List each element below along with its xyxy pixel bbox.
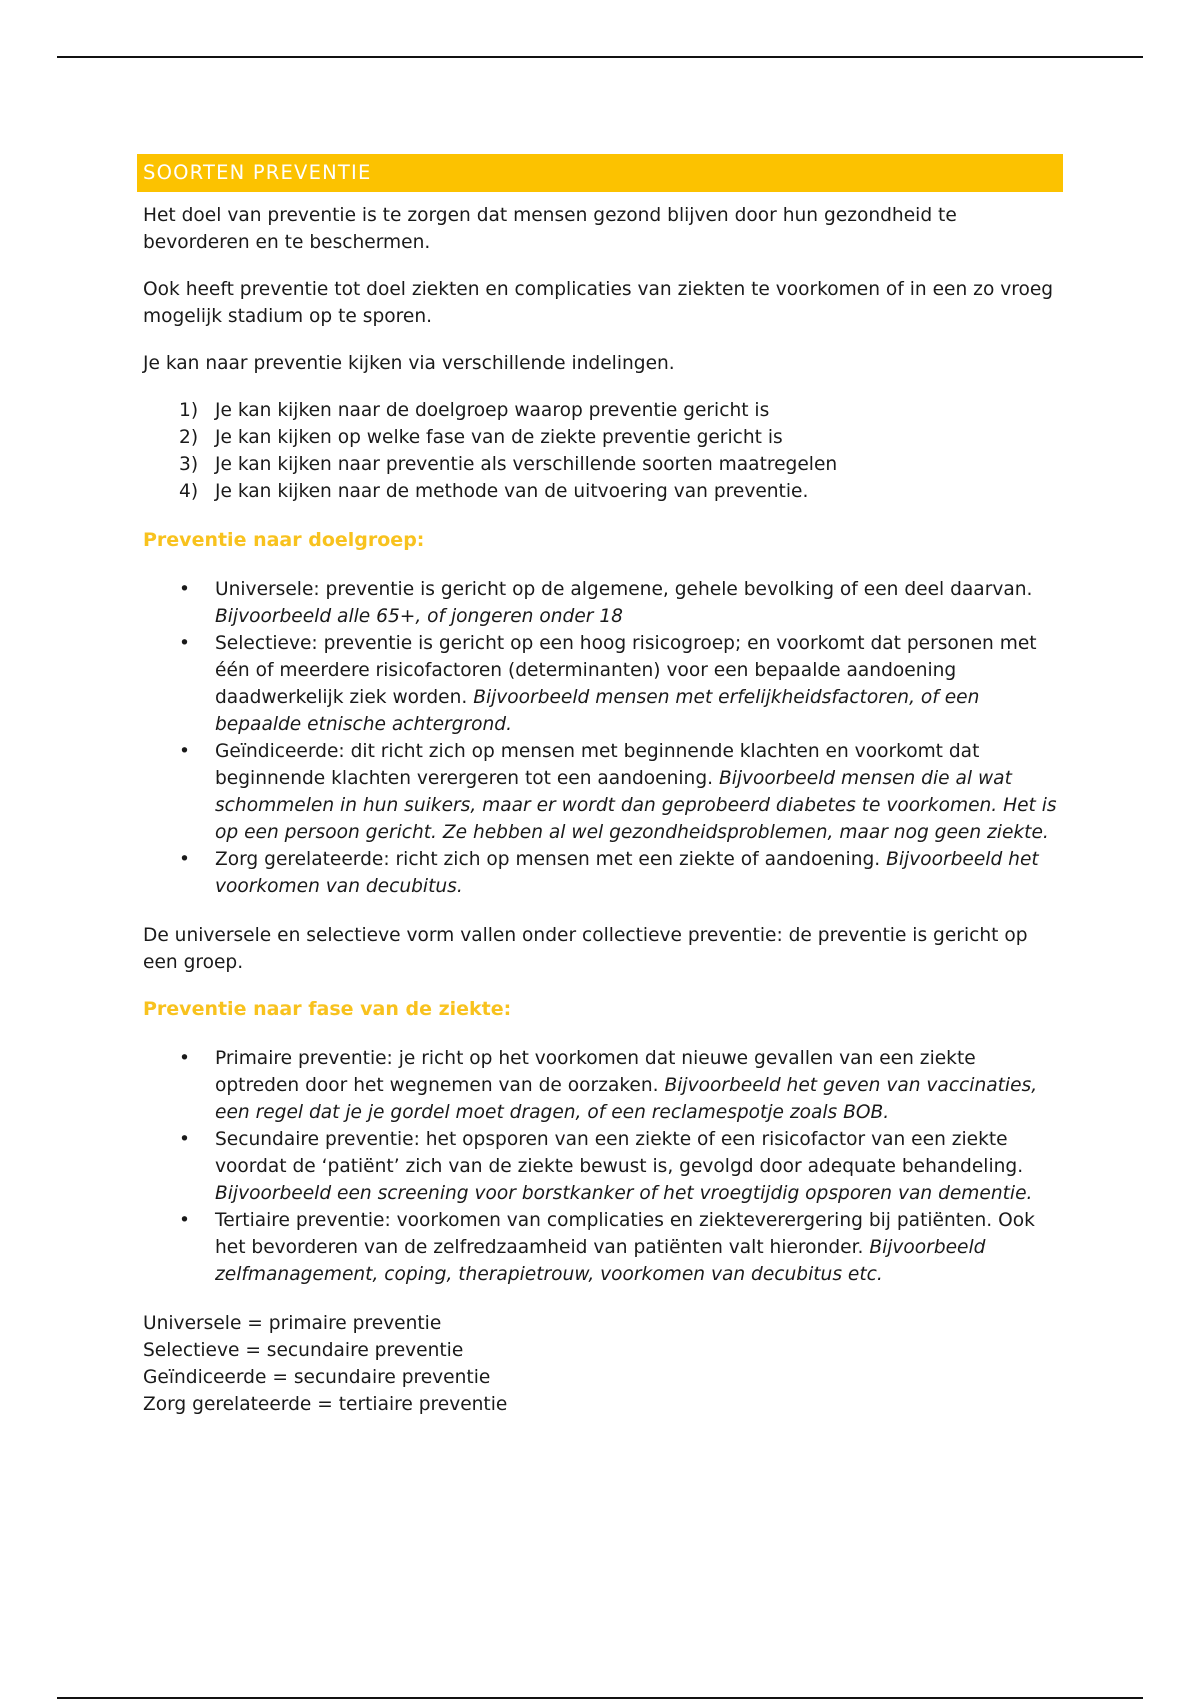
equivalence-line: Zorg gerelateerde = tertiaire preventie [143,1394,508,1415]
bullet-icon: • [179,849,190,870]
document-body [143,154,1063,1418]
bullet-icon: • [179,579,190,600]
section-title: SOORTEN PREVENTIE [137,154,1063,192]
doelgroep-heading: Preventie naar doelgroep: [143,529,425,551]
bullet-icon: • [179,1048,190,1069]
equivalence-lines [143,1310,1063,1418]
header-rule [57,56,1143,58]
equivalence-line: Selectieve = secundaire preventie [143,1340,464,1361]
list-item: 4) Je kan kijken naar de methode van de uitvoering van preventie. [143,478,1063,505]
bullet-icon: • [179,633,190,654]
list-item: 1) Je kan kijken naar de doelgroep waarop preventie gericht is [143,397,1063,424]
doelgroep-list [143,576,1063,900]
equivalence-line: Universele = primaire preventie [143,1313,442,1334]
list-item: • Secundaire preventie: het opsporen van een ziekte of een risicofactor van een ziekte voordat de ‘patiënt’ zich van de ziekte bewust is, gevolgd door adequate behandeling. Bijvoorbeeld een screening voor borstkanker of het vroegtijdig opsporen van dementie. [143,1126,1063,1207]
footer-rule [57,1697,1143,1699]
list-number: 4) [179,481,199,502]
bullet-icon: • [179,741,190,762]
list-number: 1) [179,400,199,421]
fase-heading: Preventie naar fase van de ziekte: [143,998,512,1020]
equivalence-line: Geïndiceerde = secundaire preventie [143,1367,491,1388]
list-item: 2) Je kan kijken op welke fase van de ziekte preventie gericht is [143,424,1063,451]
intro-paragraph-1: Het doel van preventie is te zorgen dat mensen gezond blijven door hun gezondheid te bevorderen en te beschermen. [143,205,957,253]
list-number: 2) [179,427,199,448]
list-item: • Primaire preventie: je richt op het voorkomen dat nieuwe gevallen van een ziekte optreden door het wegnemen van de oorzaken. Bijvoorbeeld het geven van vaccinaties, een regel dat je je gordel moet dragen, of een reclamespotje zoals BOB. [143,1045,1063,1126]
bullet-icon: • [179,1129,190,1150]
list-item: • Universele: preventie is gericht op de algemene, gehele bevolking of een deel daarvan. Bijvoorbeeld alle 65+, of jongeren onder 18 [143,576,1063,630]
fase-list [143,1045,1063,1288]
bullet-icon: • [179,1210,190,1231]
list-item: • Tertiaire preventie: voorkomen van complicaties en ziekteverergering bij patiënten. Ook het bevorderen van de zelfredzaamheid van patiënten valt hieronder. Bijvoorbeeld zelfmanagement, coping, therapietrouw, voorkomen van decubitus etc. [143,1207,1063,1288]
intro-paragraph-3: Je kan naar preventie kijken via verschillende indelingen. [143,353,675,374]
list-item: • Geïndiceerde: dit richt zich op mensen met beginnende klachten en voorkomt dat beginnende klachten verergeren tot een aandoening. Bijvoorbeeld mensen die al wat schommelen in hun suikers, maar er wordt dan geprobeerd diabetes te voorkomen. Het is op een persoon gericht. Ze hebben al wel gezondheidsproblemen, maar nog geen ziekte. [143,738,1063,846]
intro-paragraph-2: Ook heeft preventie tot doel ziekten en complicaties van ziekten te voorkomen of in een zo vroeg mogelijk stadium op te sporen. [143,279,1054,327]
list-item: • Selectieve: preventie is gericht op een hoog risicogroep; en voorkomt dat personen met één of meerdere risicofactoren (determinanten) voor een bepaalde aandoening daadwerkelijk ziek worden. Bijvoorbeeld mensen met erfelijkheidsfactoren, of een bepaalde etnische achtergrond. [143,630,1063,738]
indelingen-list [143,397,1063,505]
list-item: • Zorg gerelateerde: richt zich op mensen met een ziekte of aandoening. Bijvoorbeeld het voorkomen van decubitus. [143,846,1063,900]
list-number: 3) [179,454,199,475]
collectieve-note: De universele en selectieve vorm vallen onder collectieve preventie: de preventie is gericht op een groep. [143,925,1028,973]
list-item: 3) Je kan kijken naar preventie als verschillende soorten maatregelen [143,451,1063,478]
